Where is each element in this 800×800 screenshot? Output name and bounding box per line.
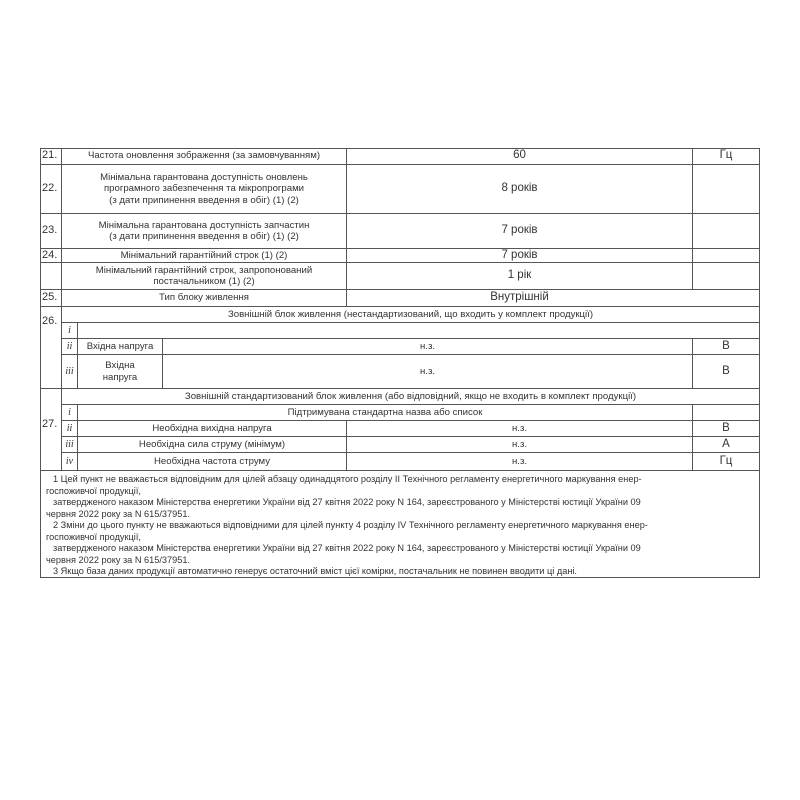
row-number: 23. <box>42 224 58 237</box>
footnote-line: 3 Якщо база даних продукції автоматично генерує остаточний вміст цієї комірки, постачальник не повинен вводити ці дані. <box>53 566 577 576</box>
row-value: Внутрішній <box>490 291 549 304</box>
row-value: н.з. <box>511 455 528 467</box>
row-unit: Гц <box>719 454 733 467</box>
row-value: н.з. <box>511 438 528 450</box>
label-line: постачальником (1) (2) <box>153 276 255 287</box>
roman-numeral: iv <box>65 455 74 467</box>
footnote-line: затвердженого наказом Міністерства енергетики України від 27 квітня 2022 року N 164, зареєстрованого у Міністерстві юстиції України 09 <box>53 543 641 553</box>
row-number: 21. <box>42 149 58 162</box>
row-value: н.з. <box>419 340 436 352</box>
section-title: Зовнішній блок живлення (нестандартизований, що входить у комплект продукції) <box>227 308 594 320</box>
row-unit: В <box>722 364 730 377</box>
row-label: Вхідна напруга <box>86 340 154 352</box>
roman-numeral: iii <box>65 438 74 450</box>
row-label: Мінімальний гарантійний строк (1) (2) <box>120 249 288 261</box>
roman-numeral: ii <box>66 422 73 434</box>
footnote-line: затвердженого наказом Міністерства енергетики України від 27 квітня 2022 року N 164, зареєстрованого у Міністерстві юстиції України 09 <box>53 497 641 507</box>
label-line: (з дати припинення введення в обіг) (1) (2) <box>109 231 299 242</box>
roman-numeral: iii <box>65 365 74 377</box>
row-value: 1 рік <box>507 269 532 282</box>
footnote-line: 2 Зміни до цього пункту не вважаються відповідними для цілей пункту 4 розділу IV Технічного регламенту енергетичного маркування енер- <box>53 520 648 530</box>
row-unit: Гц <box>719 149 733 162</box>
row-value: 7 років <box>501 224 538 237</box>
row-unit: А <box>722 437 730 450</box>
col-line <box>692 148 693 289</box>
section-title: Зовнішній стандартизований блок живлення (або відповідний, якщо не входить в комплект продукції) <box>184 390 637 402</box>
label-line: Мінімальний гарантійний строк, запропонований <box>95 264 313 276</box>
footnote-line: 1 Цей пункт не вважається відповідним для цілей абзацу одинадцятого розділу II Технічного регламенту енергетичного маркування енер- <box>53 474 642 484</box>
row-label <box>62 263 346 289</box>
row-unit: В <box>722 421 730 434</box>
label-line: напруга <box>102 371 138 383</box>
footnotes <box>40 470 760 582</box>
row-value: 7 років <box>501 248 538 261</box>
row-number: 25. <box>42 291 58 304</box>
row-value: 8 років <box>501 182 538 195</box>
row-label: Необхідна вихідна напруга <box>152 422 272 434</box>
row-label: Необхідна частота струму <box>153 455 271 467</box>
roman-numeral: i <box>68 324 71 336</box>
footnote-line: госпоживчої продукції, <box>46 485 141 496</box>
row-unit: В <box>722 339 730 352</box>
footnote-line: госпоживчої продукції, <box>46 531 141 542</box>
row-number: 22. <box>42 182 58 195</box>
row-label: Тип блоку живлення <box>159 292 249 304</box>
label-line: (з дати припинення введення в обіг) (1) (2) <box>109 194 299 206</box>
row-number: 26. <box>42 315 58 328</box>
row-value: 60 <box>513 149 526 162</box>
row-line <box>61 322 760 323</box>
spec-table <box>40 148 760 578</box>
label-line: програмного забезпечення та мікропрограми <box>103 183 305 195</box>
row-value: н.з. <box>419 365 436 377</box>
row-label <box>62 165 346 213</box>
label-line: Вхідна <box>105 360 135 371</box>
roman-numeral: ii <box>66 340 73 352</box>
row-label <box>62 214 346 248</box>
row-label: Необхідна сила струму (мінімум) <box>138 438 286 450</box>
footnote-line: червня 2022 року за N 615/37951. <box>46 508 191 519</box>
roman-numeral: i <box>68 406 71 418</box>
row-number: 24. <box>42 248 58 261</box>
row-value: н.з. <box>511 422 528 434</box>
footnote-line: червня 2022 року за N 615/37951. <box>46 554 191 565</box>
label-line: Мінімальна гарантована доступність запчастин <box>98 219 310 231</box>
row-label: Частота оновлення зображення (за замовчуванням) <box>87 150 321 162</box>
row-label <box>78 355 162 388</box>
row-number: 27. <box>42 418 58 431</box>
label-line: Мінімальна гарантована доступність оновлень <box>100 171 308 183</box>
row-label: Підтримувана стандартна назва або список <box>287 406 483 418</box>
